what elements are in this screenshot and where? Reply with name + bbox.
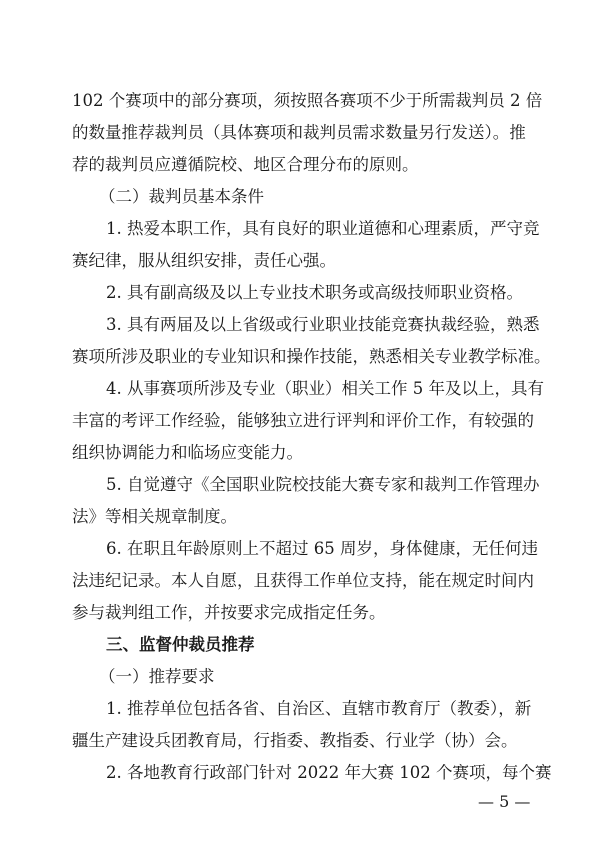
body-line (0, 694, 600, 724)
section-heading-supervisor-arbitrator (0, 630, 600, 660)
line-text: 5. 自觉遵守《全国职业院校技能大赛专家和裁判工作管理办 (106, 475, 540, 494)
body-line (0, 566, 600, 596)
line-text: 的数量推荐裁判员（具体赛项和裁判员需求数量另行发送）。推 (72, 123, 526, 142)
page-number: — 5 — (478, 792, 531, 811)
body-line (0, 534, 600, 564)
line-text: 6. 在职且年龄原则上不超过 65 周岁，身体健康，无任何违 (106, 539, 538, 558)
line-text: （二）裁判员基本条件 (99, 187, 264, 206)
body-line (0, 406, 600, 436)
body-line (0, 374, 600, 404)
body-line (0, 214, 600, 244)
line-text: 4. 从事赛项所涉及专业（职业）相关工作 5 年及以上，具有 (106, 379, 544, 398)
line-text: 法》等相关规章制度。 (72, 507, 237, 526)
body-line (0, 438, 600, 468)
line-text: 丰富的考评工作经验，能够独立进行评判和评价工作，有较强的 (72, 411, 534, 430)
body-line (0, 150, 600, 180)
line-text: 参与裁判组工作，并按要求完成指定任务。 (72, 603, 386, 622)
line-text: 1. 热爱本职工作，具有良好的职业道德和心理素质，严守竞 (106, 219, 540, 238)
body-line (0, 342, 600, 372)
body-line (0, 470, 600, 500)
line-text: 赛项所涉及职业的专业知识和操作技能，熟悉相关专业教学标准。 (72, 347, 551, 366)
body-line (0, 502, 600, 532)
body-line (0, 758, 600, 788)
body-line (0, 118, 600, 148)
line-text: 2. 具有副高级及以上专业技术职务或高级技师职业资格。 (106, 283, 523, 302)
line-text: 法违纪记录。本人自愿，且获得工作单位支持，能在规定时间内 (72, 571, 534, 590)
line-text: 1. 推荐单位包括各省、自治区、直辖市教育厅（教委），新 (106, 699, 532, 718)
line-text: 疆生产建设兵团教育局，行指委、教指委、行业学（协）会。 (72, 731, 518, 750)
body-line (0, 726, 600, 756)
subheading-referee-conditions (0, 182, 600, 212)
line-text: 三、监督仲裁员推荐 (106, 635, 255, 654)
subheading-recommendation-requirements (0, 662, 600, 692)
body-line (0, 598, 600, 628)
line-text: 荐的裁判员应遵循院校、地区合理分布的原则。 (72, 155, 419, 174)
line-text: 2. 各地教育行政部门针对 2022 年大赛 102 个赛项，每个赛 (106, 763, 552, 782)
body-line (0, 246, 600, 276)
line-text: 102 个赛项中的部分赛项，须按照各赛项不少于所需裁判员 2 倍 (72, 91, 543, 110)
line-text: （一）推荐要求 (99, 667, 215, 686)
body-line (0, 86, 600, 116)
body-line (0, 310, 600, 340)
line-text: 赛纪律，服从组织安排，责任心强。 (72, 251, 336, 270)
line-text: 3. 具有两届及以上省级或行业职业技能竞赛执裁经验，熟悉 (106, 315, 540, 334)
body-line (0, 278, 600, 308)
line-text: 组织协调能力和临场应变能力。 (72, 443, 303, 462)
